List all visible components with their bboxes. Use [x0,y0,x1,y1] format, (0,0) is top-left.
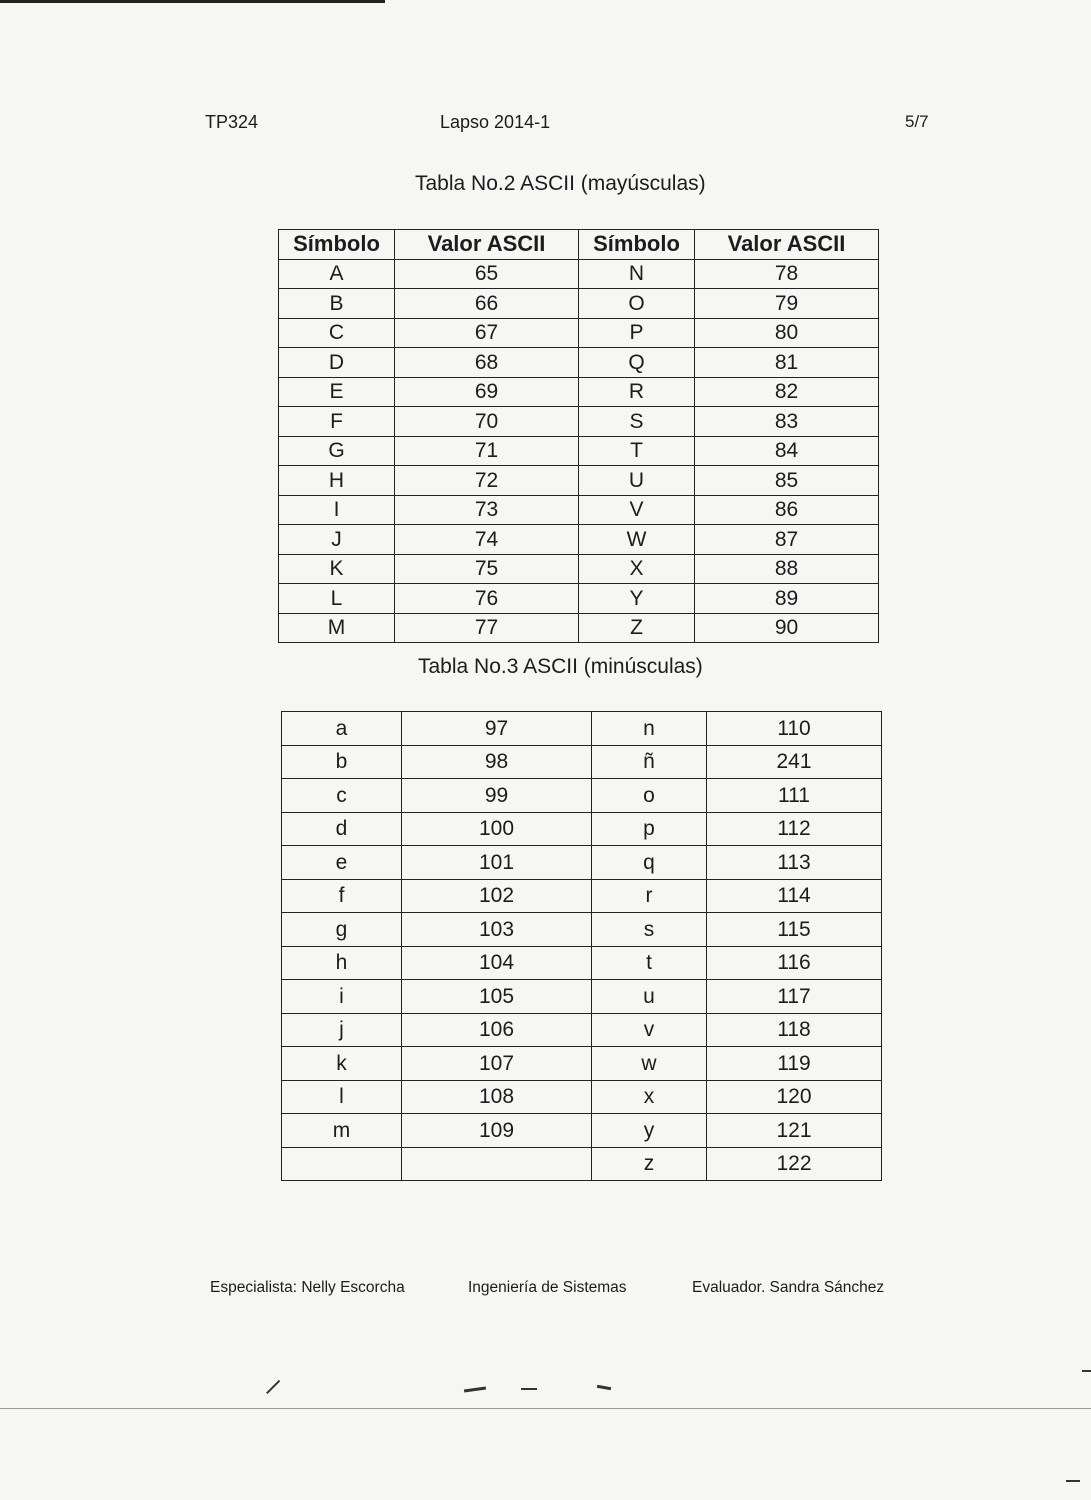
ascii-value-cell: 106 [402,1013,592,1047]
column-header: Valor ASCII [695,230,879,260]
table-row [279,436,879,466]
ascii-value-cell: 83 [695,407,879,437]
ascii-value-cell: 80 [695,318,879,348]
ascii-value-cell: 72 [395,466,579,496]
symbol-cell: L [279,584,395,614]
table-row [282,712,882,746]
symbol-cell: q [592,846,707,880]
symbol-cell: B [279,289,395,319]
table-row [282,879,882,913]
ascii-value-cell: 104 [402,946,592,980]
table-row [282,779,882,813]
symbol-cell: U [579,466,695,496]
ascii-value-cell: 97 [402,712,592,746]
symbol-cell: z [592,1147,707,1181]
ascii-value-cell: 98 [402,745,592,779]
ascii-value-cell: 112 [707,812,882,846]
symbol-cell: v [592,1013,707,1047]
ascii-value-cell: 107 [402,1047,592,1081]
table-row [279,259,879,289]
table-row [279,613,879,643]
lower-table-caption: Tabla No.3 ASCII (minúsculas) [418,655,703,678]
table-row [282,1080,882,1114]
symbol-cell: N [579,259,695,289]
symbol-cell: j [282,1013,402,1047]
ascii-value-cell: 74 [395,525,579,555]
symbol-cell: x [592,1080,707,1114]
ascii-value-cell: 73 [395,495,579,525]
symbol-cell: m [282,1114,402,1148]
scan-mark [521,1388,537,1390]
symbol-cell: a [282,712,402,746]
symbol-cell: e [282,846,402,880]
table-row [279,554,879,584]
symbol-cell: s [592,913,707,947]
symbol-cell: o [592,779,707,813]
symbol-cell: O [579,289,695,319]
table-row [279,377,879,407]
ascii-value-cell: 78 [695,259,879,289]
footer-evaluator: Evaluador. Sandra Sánchez [692,1279,885,1296]
symbol-cell: n [592,712,707,746]
page-bottom-rule [0,1408,1091,1409]
table-row [279,584,879,614]
symbol-cell: I [279,495,395,525]
symbol-cell: k [282,1047,402,1081]
table-row [279,348,879,378]
table-row [279,525,879,555]
table-row [282,980,882,1014]
symbol-cell: ñ [592,745,707,779]
symbol-cell: J [279,525,395,555]
ascii-value-cell: 67 [395,318,579,348]
ascii-value-cell: 102 [402,879,592,913]
symbol-cell: C [279,318,395,348]
symbol-cell: P [579,318,695,348]
scan-mark [597,1385,611,1390]
symbol-cell: d [282,812,402,846]
symbol-cell: r [592,879,707,913]
ascii-value-cell: 111 [707,779,882,813]
symbol-cell: p [592,812,707,846]
ascii-value-cell: 118 [707,1013,882,1047]
symbol-cell: A [279,259,395,289]
symbol-cell: l [282,1080,402,1114]
symbol-cell: g [282,913,402,947]
course-code: TP324 [205,112,259,132]
table-row [279,289,879,319]
page-number: 5/7 [905,112,929,131]
ascii-value-cell: 84 [695,436,879,466]
ascii-value-cell: 115 [707,913,882,947]
ascii-value-cell: 121 [707,1114,882,1148]
ascii-value-cell: 70 [395,407,579,437]
symbol-cell: c [282,779,402,813]
ascii-value-cell: 79 [695,289,879,319]
footer-department: Ingeniería de Sistemas [468,1279,627,1296]
symbol-cell: M [279,613,395,643]
table-row [282,913,882,947]
table-row [279,495,879,525]
upper-table-caption: Tabla No.2 ASCII (mayúsculas) [415,172,706,195]
table-header-row [279,230,879,260]
table-row [282,846,882,880]
scan-mark [1082,1370,1091,1372]
symbol-cell: Q [579,348,695,378]
table-row [282,745,882,779]
table-row [282,1047,882,1081]
symbol-cell: X [579,554,695,584]
table-row [279,318,879,348]
ascii-value-cell: 103 [402,913,592,947]
symbol-cell: E [279,377,395,407]
table-row [282,812,882,846]
ascii-value-cell: 105 [402,980,592,1014]
ascii-value-cell [402,1147,592,1181]
symbol-cell: Z [579,613,695,643]
symbol-cell: f [282,879,402,913]
column-header: Símbolo [579,230,695,260]
scan-mark [1066,1480,1080,1482]
ascii-value-cell: 85 [695,466,879,496]
ascii-value-cell: 100 [402,812,592,846]
symbol-cell: w [592,1047,707,1081]
symbol-cell: i [282,980,402,1014]
ascii-value-cell: 77 [395,613,579,643]
ascii-value-cell: 116 [707,946,882,980]
ascii-value-cell: 122 [707,1147,882,1181]
footer-specialist: Especialista: Nelly Escorcha [210,1279,405,1296]
ascii-value-cell: 90 [695,613,879,643]
ascii-value-cell: 86 [695,495,879,525]
scan-edge-line [0,0,385,3]
ascii-value-cell: 113 [707,846,882,880]
ascii-value-cell: 71 [395,436,579,466]
ascii-value-cell: 117 [707,980,882,1014]
symbol-cell: S [579,407,695,437]
period-label: Lapso 2014-1 [440,112,551,132]
ascii-value-cell: 241 [707,745,882,779]
symbol-cell: Y [579,584,695,614]
ascii-value-cell: 69 [395,377,579,407]
column-header: Valor ASCII [395,230,579,260]
table-row [282,946,882,980]
symbol-cell: h [282,946,402,980]
ascii-value-cell: 75 [395,554,579,584]
symbol-cell: D [279,348,395,378]
ascii-value-cell: 65 [395,259,579,289]
ascii-value-cell: 119 [707,1047,882,1081]
table-row [279,407,879,437]
ascii-value-cell: 89 [695,584,879,614]
ascii-value-cell: 81 [695,348,879,378]
symbol-cell: V [579,495,695,525]
symbol-cell: t [592,946,707,980]
ascii-value-cell: 110 [707,712,882,746]
symbol-cell: H [279,466,395,496]
scan-mark [266,1380,280,1394]
ascii-value-cell: 109 [402,1114,592,1148]
table-row [282,1114,882,1148]
ascii-value-cell: 99 [402,779,592,813]
ascii-value-cell: 120 [707,1080,882,1114]
ascii-value-cell: 66 [395,289,579,319]
symbol-cell: T [579,436,695,466]
symbol-cell: y [592,1114,707,1148]
symbol-cell: F [279,407,395,437]
ascii-value-cell: 101 [402,846,592,880]
ascii-value-cell: 114 [707,879,882,913]
ascii-value-cell: 87 [695,525,879,555]
ascii-value-cell: 108 [402,1080,592,1114]
symbol-cell: u [592,980,707,1014]
ascii-value-cell: 68 [395,348,579,378]
symbol-cell: K [279,554,395,584]
ascii-value-cell: 76 [395,584,579,614]
ascii-lowercase-table [281,711,882,1181]
ascii-uppercase-table [278,229,879,643]
symbol-cell: W [579,525,695,555]
scan-mark [464,1386,486,1392]
table-row [279,466,879,496]
ascii-value-cell: 82 [695,377,879,407]
ascii-value-cell: 88 [695,554,879,584]
table-row [282,1013,882,1047]
symbol-cell [282,1147,402,1181]
symbol-cell: R [579,377,695,407]
column-header: Símbolo [279,230,395,260]
symbol-cell: b [282,745,402,779]
symbol-cell: G [279,436,395,466]
table-row [282,1147,882,1181]
